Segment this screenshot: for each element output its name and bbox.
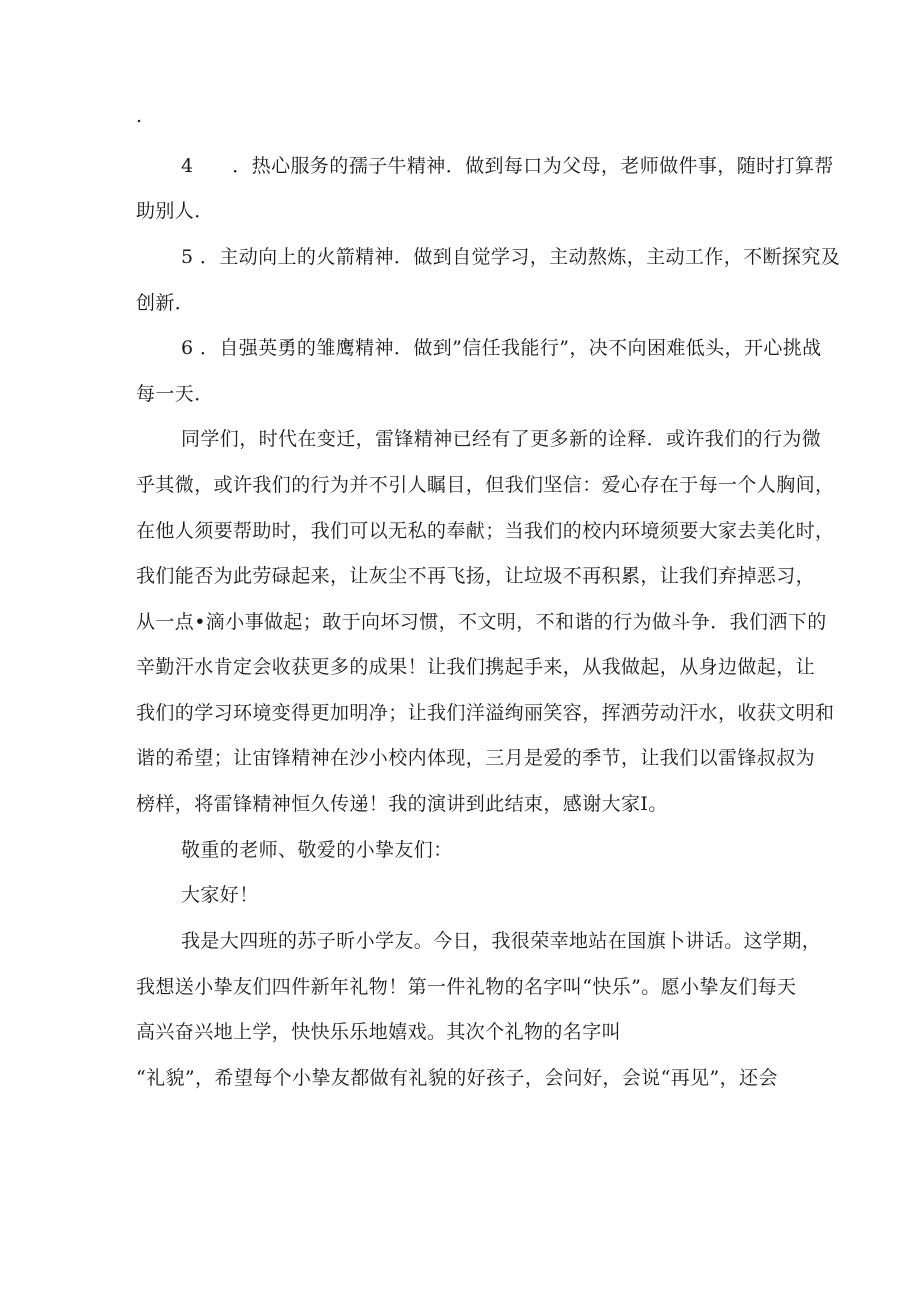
text-line: 4 ．热心服务的孺子牛精神．做到每口为父母，老师做件事，随时打算帮 (181, 155, 834, 177)
top-mark: . (136, 105, 143, 127)
text-line: 在他人须要帮助时，我们可以无私的奉献；当我们的校内环境须要大家去美化时， (136, 520, 835, 542)
text-line: 助别人． (136, 200, 214, 222)
text-line: 我是大四班的苏子昕小学友。今日，我很荣幸地站在国旗卜讲话。这学期， (181, 930, 822, 952)
text-line: 大家好！ (181, 884, 259, 906)
text-line: 我想送小挚友们四件新年礼物！第一件礼物的名字叫“快乐”。愿小挚友们每天 (136, 976, 797, 998)
text-line: 从一点•滴小事做起；敢于向坏习惯，不文明，不和谐的行为做斗争．我们洒下的 (136, 611, 827, 633)
text-line: 高兴奋兴地上学，快快乐乐地嬉戏。其次个礼物的名字叫 (136, 1021, 622, 1043)
text-line: 辛勤汗水肯定会收获更多的成果！让我们携起手来，从我做起，从身边做起，让 (136, 656, 816, 678)
text-line: 同学们，时代在变迁，雷锋精神已经有了更多新的诠释．或许我们的行为微 (181, 428, 822, 450)
text-line: “礼貌”，希望每个小挚友都做有礼貌的好孩子，会问好，会说“再见”，还会 (136, 1067, 778, 1089)
text-line: 敬重的老师、敬爱的小挚友们： (181, 839, 453, 861)
text-line: 我们的学习环境变得更加明净；让我们洋溢绚丽笑容，挥洒劳动汗水，收获文明和 (136, 702, 835, 724)
text-line: 创新． (136, 292, 195, 314)
text-line: 每一天． (136, 383, 214, 405)
text-line: 谐的希望；让宙锋精神在沙小校内体现，三月是爱的季节，让我们以雷锋叔叔为 (136, 747, 816, 769)
text-line: 5 ．主动向上的火箭精神．做到自觉学习，主动熬炼，主动工作，不断探究及 (181, 246, 841, 268)
text-line: 乎其微，或许我们的行为并不引人瞩目，但我们坚信：爱心存在于每一个人胸间， (136, 474, 835, 496)
text-line: 我们能否为此劳碌起来，让灰尘不再飞扬，让垃圾不再积累，让我们弃掉恶习， (136, 565, 816, 587)
text-line: 6 ．自强英勇的雏鹰精神．做到”信任我能行”，决不向困难低头，开心挑战 (181, 337, 822, 359)
text-line: 榜样，将雷锋精神恒久传递！我的演讲到此结束，感谢大家I。 (136, 793, 668, 815)
